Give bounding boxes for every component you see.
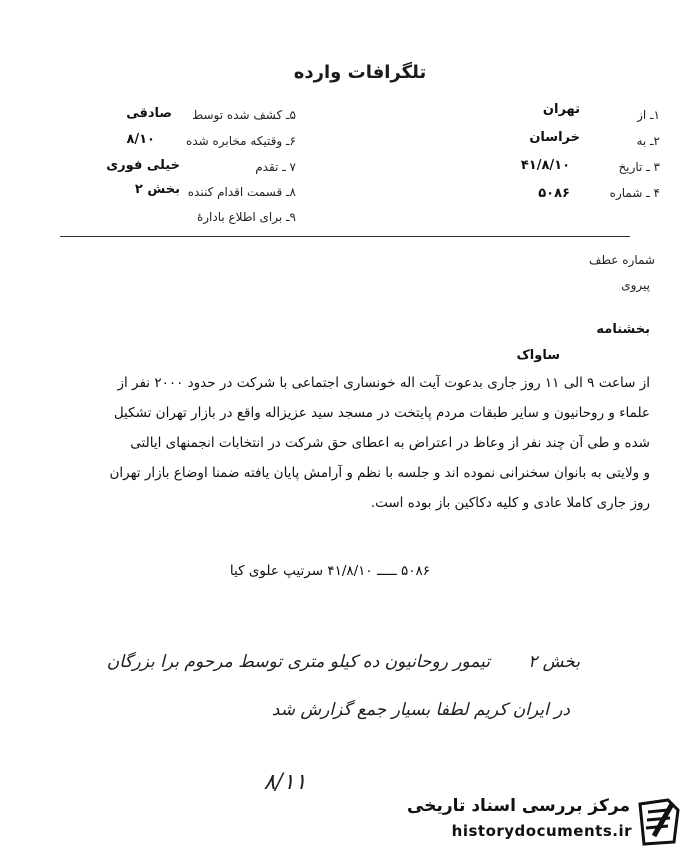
field-value-to: خراسان [529,130,580,145]
document-icon [634,796,684,848]
field-label-number: ۴ ـ شماره [609,186,660,200]
field-label-date: ۳ ـ تاریخ [618,160,660,174]
handwritten-line: در ایران کریم لطفا بسیار جمع گزارش شد [271,700,570,720]
field-label-priority: ۷ ـ تقدم [255,160,296,174]
field-value-from: تهران [542,102,580,117]
field-label-info-to: ۹ـ برای اطلاع بادارهٔ [196,210,296,224]
handwritten-line: تیمور روحانیون ده کیلو متری توسط مرحوم برا بزرگان [106,652,490,672]
following-label: پیروی [621,278,650,292]
body-line: و ولایتی به بانوان سخنرانی نموده اند و جلسه با نظم و آرامش پایان یافته ضمنا اوضاع بازار تهران [109,465,650,481]
field-label-from: ۱ـ از [637,108,660,122]
body-line: از ساعت ۹ الی ۱۱ روز جاری بدعوت آیت اله خونساری اجتماعی با شرکت در حدود ۲۰۰۰ نفر از [117,375,650,391]
field-value-transmitted-time: ۸/۱۰ [126,132,155,147]
body-line: شده و طی آن چند نفر از وعاظ در اعتراض به اعطای حق شرکت در انتخابات انجمنهای ایالتی [130,435,650,451]
circular-label: بخشنامه [596,322,650,337]
document-title: تلگرافات وارده [293,62,427,83]
watermark-text: مرکز بررسی اسناد تاریخی [407,796,630,816]
recipient-label: ساواک [516,348,560,363]
field-value-decoded-by: صادقی [126,106,172,121]
field-value-action-section: بخش ۲ [134,182,180,197]
field-value-priority: خیلی فوری [106,158,180,173]
field-label-decoded-by: ۵ـ کشف شده توسط [192,108,296,122]
field-value-date: ۴۱/۸/۱۰ [520,158,570,173]
body-line: علماء و روحانیون و سایر طبقات مردم پایتخت در مسجد سید عزیزاله واقع در بازار تهران تشکیل [113,405,650,421]
field-label-transmitted-time: ۶ـ وقتیکه مخابره شده [186,134,296,148]
signature-line: ۵۰۸۶ ـــــ ۴۱/۸/۱۰ سرتیپ علوی کیا [229,563,431,579]
reference-number-label: شماره عطف [589,253,655,267]
field-label-to: ۲ـ به [636,134,660,148]
handwritten-mark: ۸/۱۱ [263,770,307,795]
watermark-url: historydocuments.ir [451,822,632,840]
field-value-number: ۵۰۸۶ [538,186,570,201]
body-line: روز جاری کاملا عادی و کلیه دکاکین باز بوده است. [370,495,650,511]
field-label-action-section: ۸ـ قسمت اقدام کننده [187,185,296,199]
handwritten-section-note: بخش ۲ [528,652,580,672]
header-divider [60,236,630,237]
